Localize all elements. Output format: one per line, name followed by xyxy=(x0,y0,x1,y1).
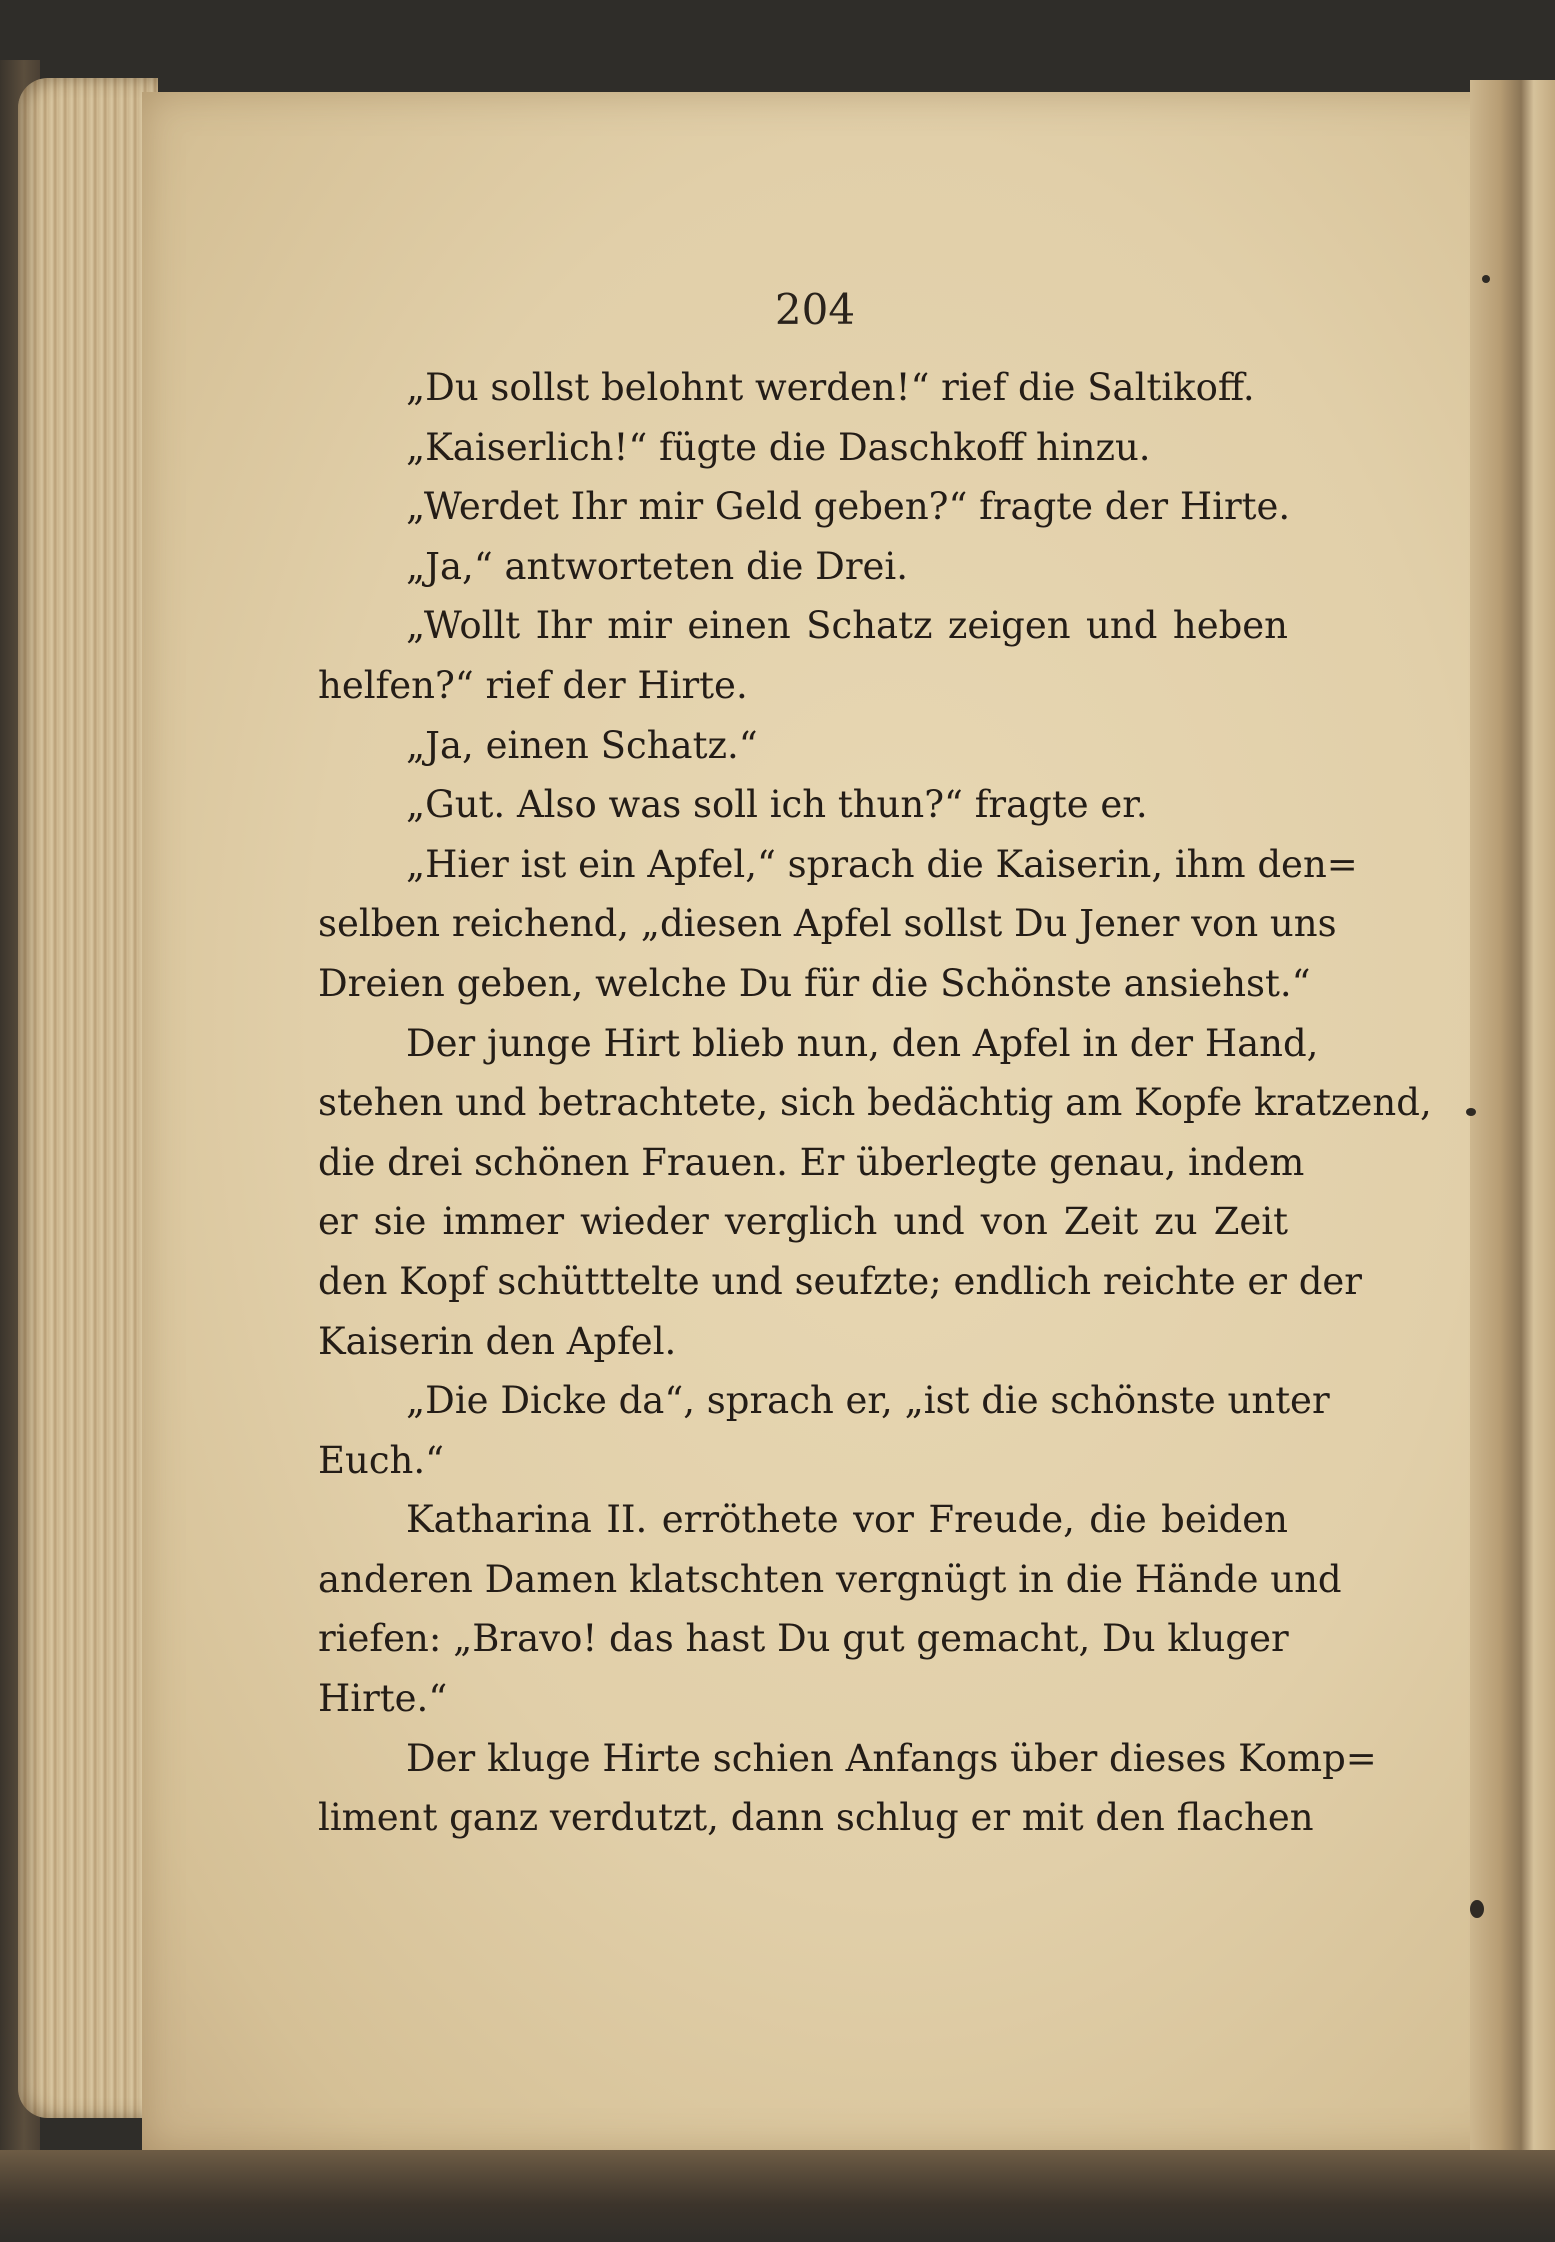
text-line: Kaiserin den Apfel. xyxy=(318,1319,677,1363)
page-edges xyxy=(18,78,158,2118)
text-line: er sie immer wieder verglich und von Zeit zu Zeit xyxy=(318,1200,1288,1244)
book-gutter xyxy=(1470,80,1555,2242)
text-line: „Die Dicke da“, sprach er, „ist die schönste unter xyxy=(406,1379,1330,1423)
page-number: 204 xyxy=(774,285,856,334)
text-line: stehen und betrachtete, sich bedächtig am Kopfe kratzend, xyxy=(318,1081,1432,1125)
text-line: „Ja, einen Schatz.“ xyxy=(406,723,758,767)
text-line: liment ganz verdutzt, dann schlug er mit den flachen xyxy=(318,1796,1314,1840)
text-line: Der kluge Hirte schien Anfangs über dieses Komp= xyxy=(406,1736,1377,1780)
text-line: die drei schönen Frauen. Er überlegte genau, indem xyxy=(318,1140,1305,1184)
text-line: „Du sollst belohnt werden!“ rief die Saltikoff. xyxy=(406,366,1255,409)
text-line: „Kaiserlich!“ fügte die Daschkoff hinzu. xyxy=(406,425,1151,469)
text-line: Euch.“ xyxy=(318,1438,445,1482)
text-line: anderen Damen klatschten vergnügt in die Hände und xyxy=(318,1557,1342,1601)
page-text xyxy=(318,358,1432,1848)
ink-spot xyxy=(1466,1108,1476,1116)
text-line: „Hier ist ein Apfel,“ sprach die Kaiserin, ihm den= xyxy=(406,842,1358,886)
text-line: „Wollt Ihr mir einen Schatz zeigen und heben xyxy=(406,604,1288,648)
text-line: „Werdet Ihr mir Geld geben?“ fragte der Hirte. xyxy=(406,485,1291,529)
text-line: Der junge Hirt blieb nun, den Apfel in der Hand, xyxy=(406,1021,1319,1065)
text-line: riefen: „Bravo! das hast Du gut gemacht, Du kluger xyxy=(318,1617,1289,1661)
text-line: „Gut. Also was soll ich thun?“ fragte er. xyxy=(406,783,1148,827)
text-line: selben reichend, „diesen Apfel sollst Du Jener von uns xyxy=(318,902,1337,946)
ink-spot xyxy=(1482,275,1490,283)
text-line: helfen?“ rief der Hirte. xyxy=(318,663,748,707)
ink-spot xyxy=(1470,1900,1484,1918)
text-line: „Ja,“ antworteten die Drei. xyxy=(406,544,909,588)
text-line: Dreien geben, welche Du für die Schönste ansiehst.“ xyxy=(318,961,1311,1005)
text-line: Hirte.“ xyxy=(318,1677,448,1721)
text-line: Katharina II. erröthete vor Freude, die beiden xyxy=(406,1498,1288,1542)
text-line: den Kopf schütttelte und seufzte; endlich reichte er der xyxy=(318,1259,1362,1303)
bottom-shadow xyxy=(0,2150,1555,2242)
